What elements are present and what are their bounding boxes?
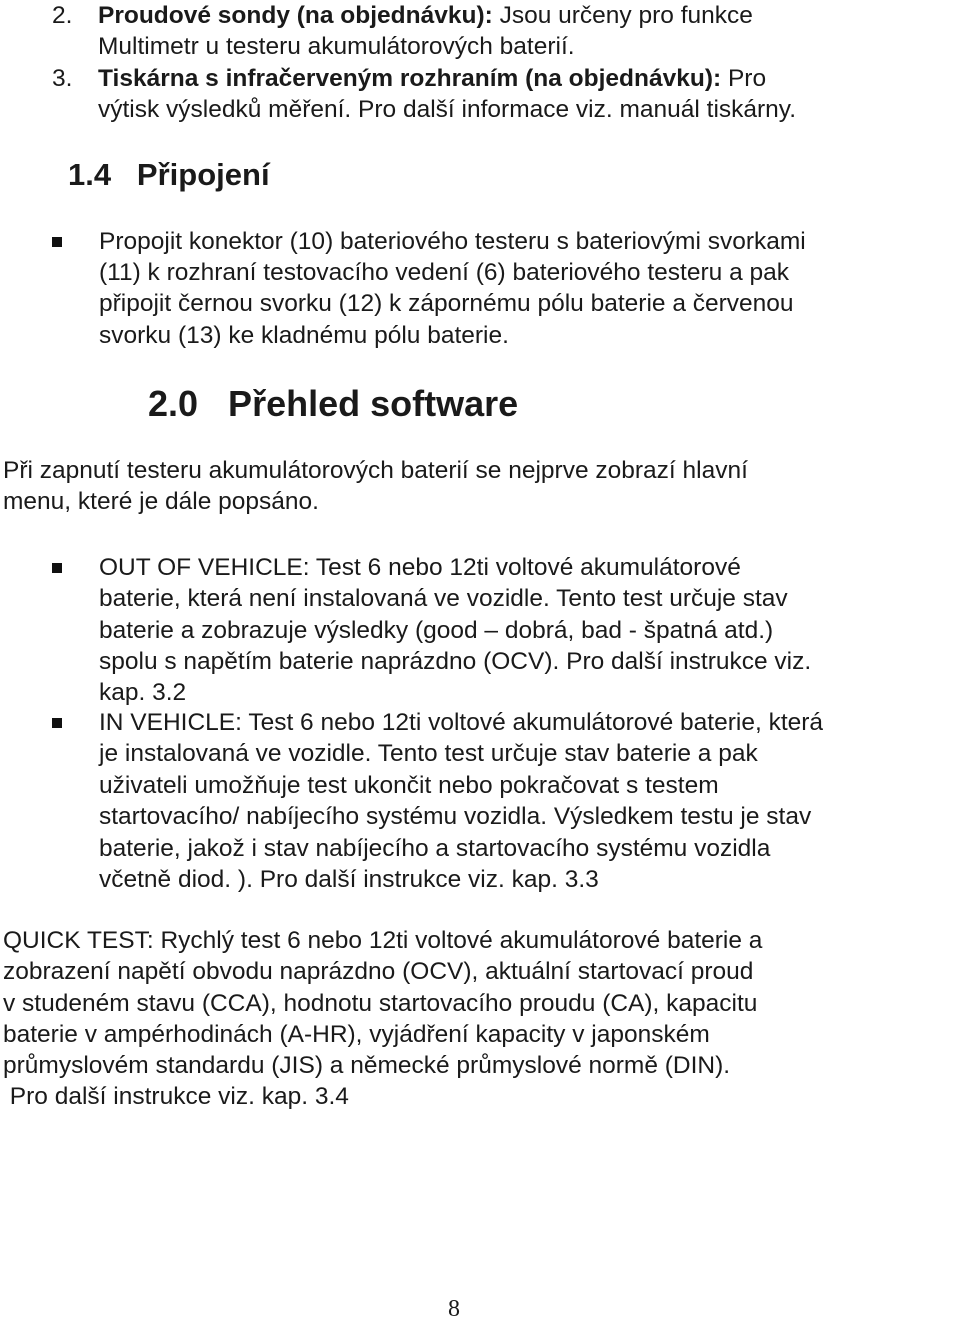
paragraph-line: baterie, jakož i stav nabíjecího a startovacího systému vozidla (99, 835, 771, 862)
paragraph-line: QUICK TEST: Rychlý test 6 nebo 12ti voltové akumulátorové baterie a (3, 927, 763, 954)
list-item-printer (98, 64, 766, 94)
bullet-square-icon (52, 718, 62, 728)
section-heading-1-4: 1.4 Připojení (68, 157, 270, 192)
paragraph-line: menu, které je dále popsáno. (3, 488, 319, 515)
paragraph-line: baterie, která není instalovaná ve vozidle. Tento test určuje stav (99, 585, 788, 612)
paragraph-line: Pro další instrukce viz. kap. 3.4 (3, 1083, 349, 1110)
list-item-text: Jsou určeny pro funkce (492, 2, 753, 29)
list-item-text: výtisk výsledků měření. Pro další informace viz. manuál tiskárny. (98, 96, 797, 123)
list-item-probes (98, 1, 753, 31)
bullet-square-icon (52, 237, 62, 247)
page-number: 8 (448, 1296, 460, 1322)
paragraph-line: (11) k rozhraní testovacího vedení (6) bateriového testeru a pak (99, 259, 790, 286)
paragraph-line: včetně diod. ). Pro další instrukce viz. kap. 3.3 (99, 866, 599, 893)
paragraph-line: uživateli umožňuje test ukončit nebo pokračovat s testem (99, 772, 719, 799)
list-item-text: Multimetr u testeru akumulátorových baterií. (98, 33, 575, 60)
paragraph-line: v studeném stavu (CCA), hodnotu startovacího proudu (CA), kapacitu (3, 990, 758, 1017)
paragraph-line: připojit černou svorku (12) k zápornému pólu baterie a červenou (99, 290, 794, 317)
section-heading-2-0: 2.0 Přehled software (148, 383, 519, 424)
paragraph-line: OUT OF VEHICLE: Test 6 nebo 12ti voltové akumulátorové (99, 554, 741, 581)
paragraph-line: spolu s napětím baterie naprázdno (OCV). Pro další instrukce viz. (99, 648, 812, 675)
list-item-number: 2. (52, 2, 73, 29)
paragraph-line: průmyslovém standardu (JIS) a německé průmyslové normě (DIN). (3, 1052, 731, 1079)
list-item-text: Pro (721, 65, 767, 92)
list-item-title: Proudové sondy (na objednávku): (98, 2, 493, 29)
list-item-title: Tiskárna s infračerveným rozhraním (na objednávku): (98, 65, 722, 92)
bullet-square-icon (52, 563, 62, 573)
paragraph-line: je instalovaná ve vozidle. Tento test určuje stav baterie a pak (99, 740, 758, 767)
paragraph-line: zobrazení napětí obvodu naprázdno (OCV), aktuální startovací proud (3, 958, 754, 985)
list-item-number: 3. (52, 65, 73, 92)
paragraph-line: kap. 3.2 (99, 679, 187, 706)
paragraph-line: svorku (13) ke kladnému pólu baterie. (99, 322, 509, 349)
paragraph-line: startovacího/ nabíjecího systému vozidla. Výsledkem testu je stav (99, 803, 812, 830)
paragraph-line: baterie v ampérhodinách (A-HR), vyjádření kapacity v japonském (3, 1021, 710, 1048)
paragraph-line: Propojit konektor (10) bateriového testeru s bateriovými svorkami (99, 228, 806, 255)
paragraph-line: baterie a zobrazuje výsledky (good – dobrá, bad - špatná atd.) (99, 617, 774, 644)
paragraph-line: Při zapnutí testeru akumulátorových baterií se nejprve zobrazí hlavní (3, 457, 748, 484)
paragraph-line: IN VEHICLE: Test 6 nebo 12ti voltové akumulátorové baterie, která (99, 709, 824, 736)
